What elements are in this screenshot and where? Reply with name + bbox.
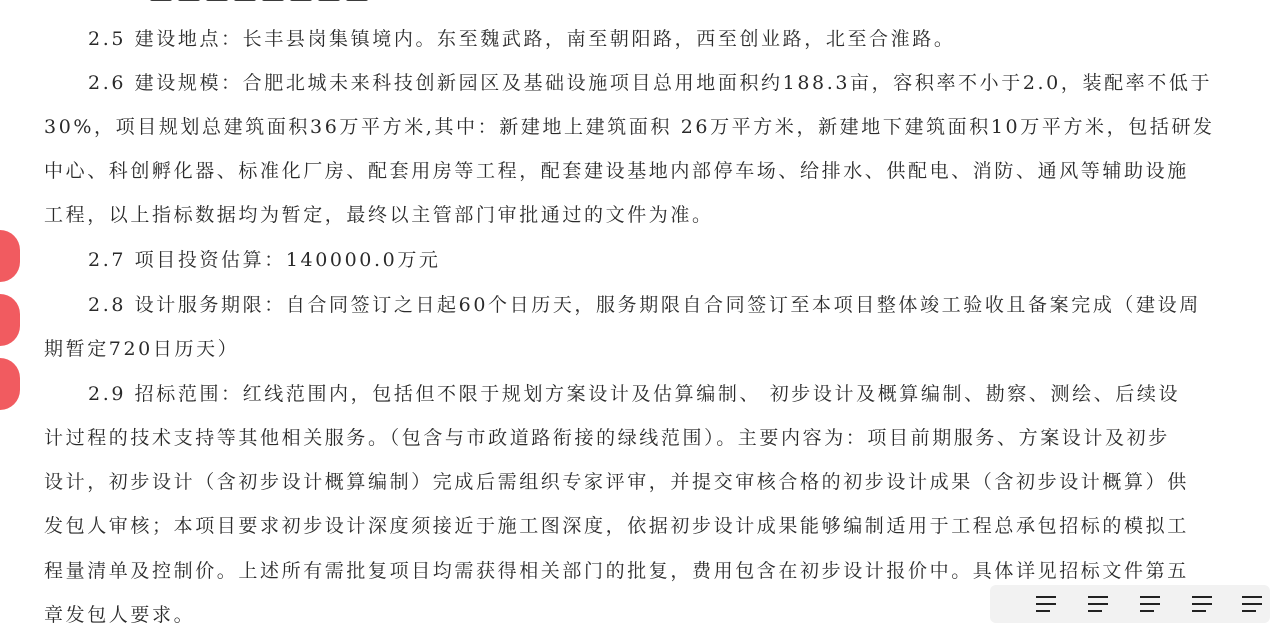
section-2-9-scope-line-4: 发包人审核；本项目要求初步设计深度须接近于施工图深度，依据初步设计成果能够编制适用于工程总承包招标的模拟工 (44, 515, 1189, 537)
menu-lines-icon[interactable] (1138, 592, 1162, 616)
section-2-9-scope-line-3: 设计，初步设计（含初步设计概算编制）完成后需组织专家评审，并提交审核合格的初步设计成果（含初步设计概算）供 (44, 471, 1189, 493)
side-marker-2[interactable] (0, 294, 20, 346)
section-2-6-scale-line-2: 30%，项目规划总建筑面积36万平方米,其中：新建地上建筑面积 26万平方米，新建地下建筑面积10万平方米，包括研发 (44, 116, 1215, 138)
section-2-6-scale-line-3: 中心、科创孵化器、标准化厂房、配套用房等工程，配套建设基地内部停车场、给排水、供配电、消防、通风等辅助设施 (44, 160, 1189, 182)
section-2-8-service-period-line-1: 2.8 设计服务期限：自合同签订之日起60个日历天，服务期限自合同签订至本项目整体竣工验收且备案完成（建设周 (88, 294, 1201, 316)
section-2-6-scale-line-1: 2.6 建设规模：合肥北城未来科技创新园区及基础设施项目总用地面积约188.3亩，容积率不小于2.0，装配率不低于 (88, 72, 1213, 94)
section-2-9-scope-line-6: 章发包人要求。 (44, 604, 196, 626)
section-2-9-scope-line-5: 程量清单及控制价。上述所有需批复项目均需获得相关部门的批复，费用包含在初步设计报价中。具体详见招标文件第五 (44, 560, 1189, 582)
section-2-5-location: 2.5 建设地点：长丰县岗集镇境内。东至魏武路，南至朝阳路，西至创业路，北至合淮路。 (88, 28, 956, 50)
side-marker-1[interactable] (0, 230, 20, 282)
menu-lines-icon[interactable] (1086, 592, 1110, 616)
cropped-line-fragment (150, 0, 374, 4)
floating-toolbar (990, 585, 1270, 623)
section-2-6-scale-line-4: 工程，以上指标数据均为暂定，最终以主管部门审批通过的文件为准。 (44, 204, 714, 226)
section-2-9-scope-line-2: 计过程的技术支持等其他相关服务。（包含与市政道路衔接的绿线范围）。主要内容为：项目前期服务、方案设计及初步 (44, 427, 1170, 449)
section-2-7-investment: 2.7 项目投资估算：140000.0万元 (88, 249, 441, 271)
menu-lines-icon[interactable] (1034, 592, 1058, 616)
section-2-9-scope-line-1: 2.9 招标范围：红线范围内，包括但不限于规划方案设计及估算编制、 初步设计及概算编制、勘察、测绘、后续设 (88, 383, 1181, 405)
section-2-8-service-period-line-2: 期暂定720日历天） (44, 338, 240, 360)
side-marker-3[interactable] (0, 358, 20, 410)
menu-lines-icon[interactable] (1240, 592, 1264, 616)
menu-lines-icon[interactable] (1190, 592, 1214, 616)
